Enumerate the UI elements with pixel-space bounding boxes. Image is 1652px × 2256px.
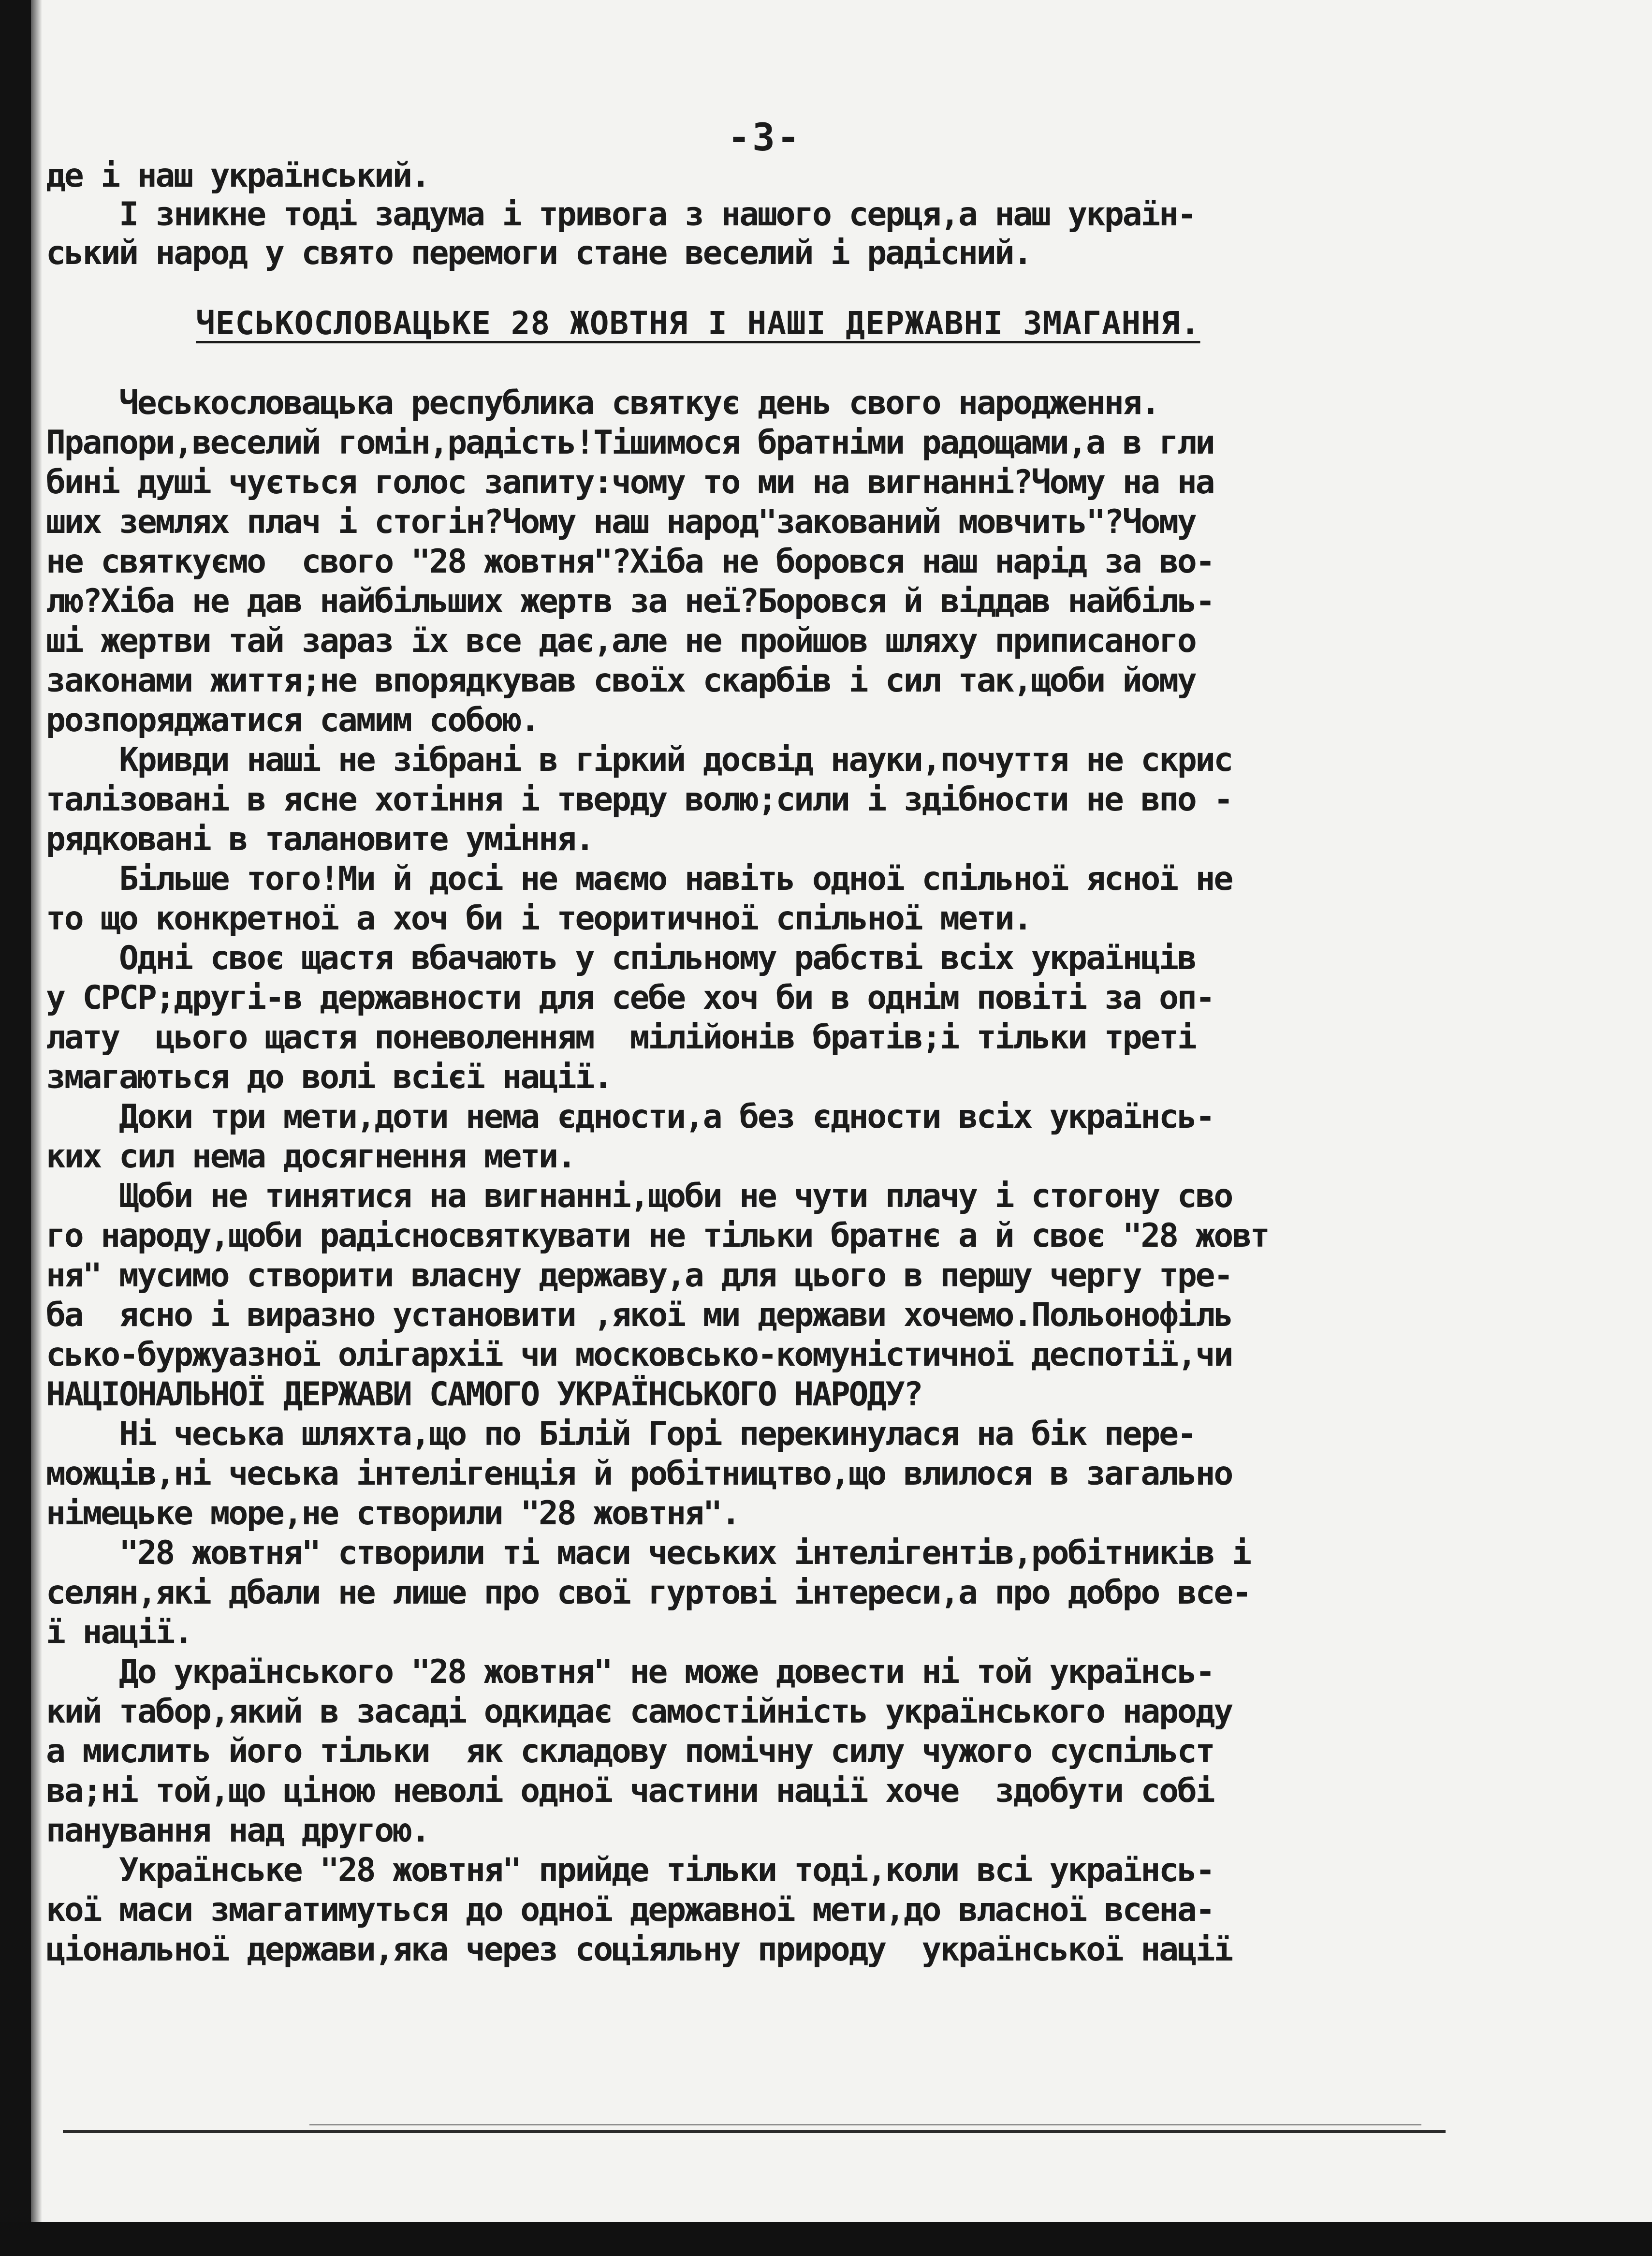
text-line: ський народ у свято перемоги стане веселий і радісний. xyxy=(46,234,1031,272)
text-line: ї нації. xyxy=(46,1613,192,1651)
text-line: ва;ні той,що ціною неволі одної частини нації хоче здобути собі xyxy=(46,1772,1214,1810)
divider-line xyxy=(63,2130,1446,2133)
text-line: німецьке море,не створили "28 жовтня". xyxy=(46,1494,740,1533)
text-line: Прапори,веселий гомін,радість!Тішимося братніми радощами,а в гли xyxy=(46,424,1214,462)
scan-bottom-edge xyxy=(0,2222,1652,2256)
section-heading: ЧЕСЬКОСЛОВАЦЬКЕ 28 ЖОВТНЯ І НАШІ ДЕРЖАВНІ ЗМАГАННЯ. xyxy=(196,305,1200,342)
text-line: а мислить його тільки як складову помічну силу чужого суспільст xyxy=(46,1732,1214,1770)
text-line: де і наш український. xyxy=(46,157,429,195)
text-line: Одні своє щастя вбачають у спільному рабстві всіх українців xyxy=(46,939,1196,977)
text-line: Доки три мети,доти нема єдности,а без єдности всіх українсь- xyxy=(46,1098,1214,1136)
text-line: І зникне тоді задума і тривога з нашого серця,а наш україн- xyxy=(46,195,1196,234)
text-line: Більше того!Ми й досі не маємо навіть одної спільної ясної не xyxy=(46,860,1232,898)
text-line: Кривди наші не зібрані в гіркий досвід науки,почуття не скрис xyxy=(46,741,1232,779)
text-line: ших землях плач і стогін?Чому наш народ"закований мовчить"?Чому xyxy=(46,503,1196,541)
text-line: ші жертви тай зараз їх все дає,але не пройшов шляху приписаного xyxy=(46,622,1196,660)
text-line: ціональної держави,яка через соціяльну природу української нації xyxy=(46,1931,1232,1969)
text-line: ких сил нема досягнення мети. xyxy=(46,1137,575,1176)
text-line: Щоби не тинятися на вигнанні,щоби не чути плачу і стогону сво xyxy=(46,1177,1232,1215)
text-line: НАЦІОНАЛЬНОЇ ДЕРЖАВИ САМОГО УКРАЇНСЬКОГО НАРОДУ? xyxy=(46,1375,922,1414)
text-line: то що конкретної а хоч би і теоритичної спільної мети. xyxy=(46,899,1031,938)
page-number: -3- xyxy=(728,116,802,160)
text-line: змагаються до волі всієї нації. xyxy=(46,1058,612,1096)
text-line: селян,які дбали не лише про свої гуртові інтереси,а про добро все- xyxy=(46,1574,1250,1612)
text-line: рядковані в талановите уміння. xyxy=(46,820,594,858)
text-line: го народу,щоби радісносвяткувати не тільки братнє а й своє "28 жовт xyxy=(46,1217,1269,1255)
text-line: талізовані в ясне хотіння і тверду волю;сили і здібности не впо - xyxy=(46,781,1232,819)
text-line: Чеськословацька республика святкує день свого народження. xyxy=(46,384,1159,422)
divider-line-faint xyxy=(309,2124,1421,2125)
text-line: кий табор,який в засаді одкидає самостійність українського народу xyxy=(46,1693,1232,1731)
text-line: ба ясно і виразно установити ,якої ми держави хочемо.Польонофіль xyxy=(46,1296,1232,1334)
text-line: ня" мусимо створити власну державу,а для цього в першу чергу тре- xyxy=(46,1256,1232,1295)
text-line: сько-буржуазної олігархії чи московсько-комуністичної деспотії,чи xyxy=(46,1336,1232,1374)
text-line: законами життя;не впорядкував своїх скарбів і сил так,щоби йому xyxy=(46,662,1196,700)
text-line: у СРСР;другі-в державности для себе хоч би в однім повіті за оп- xyxy=(46,979,1214,1017)
text-line: Українське "28 жовтня" прийде тільки тоді,коли всі українсь- xyxy=(46,1851,1214,1889)
text-line: "28 жовтня" створили ті маси чеських інтелігентів,робітників і xyxy=(46,1534,1250,1572)
text-line: панування над другою. xyxy=(46,1812,429,1850)
scan-left-edge xyxy=(0,0,31,2256)
text-line: До українського "28 жовтня" не може довести ні той українсь- xyxy=(46,1653,1214,1691)
text-line: не святкуємо свого "28 жовтня"?Хіба не боровся наш нарід за во- xyxy=(46,543,1214,581)
text-line: розпоряджатися самим собою. xyxy=(46,701,539,739)
text-line: лату цього щастя поневоленням мілійонів братів;і тільки треті xyxy=(46,1018,1196,1057)
text-line: бині душі чується голос запиту:чому то ми на вигнанні?Чому на на xyxy=(46,463,1214,501)
scan-left-shadow xyxy=(31,0,42,2256)
text-line: кої маси змагатимуться до одної державної мети,до власної всена- xyxy=(46,1891,1214,1929)
text-line: лю?Хіба не дав найбільших жертв за неї?Боровся й віддав найбіль- xyxy=(46,582,1214,620)
text-line: Ні чеська шляхта,що по Білій Горі перекинулася на бік пере- xyxy=(46,1415,1196,1453)
text-line: можців,ні чеська інтелігенція й робітництво,що влилося в загально xyxy=(46,1455,1232,1493)
